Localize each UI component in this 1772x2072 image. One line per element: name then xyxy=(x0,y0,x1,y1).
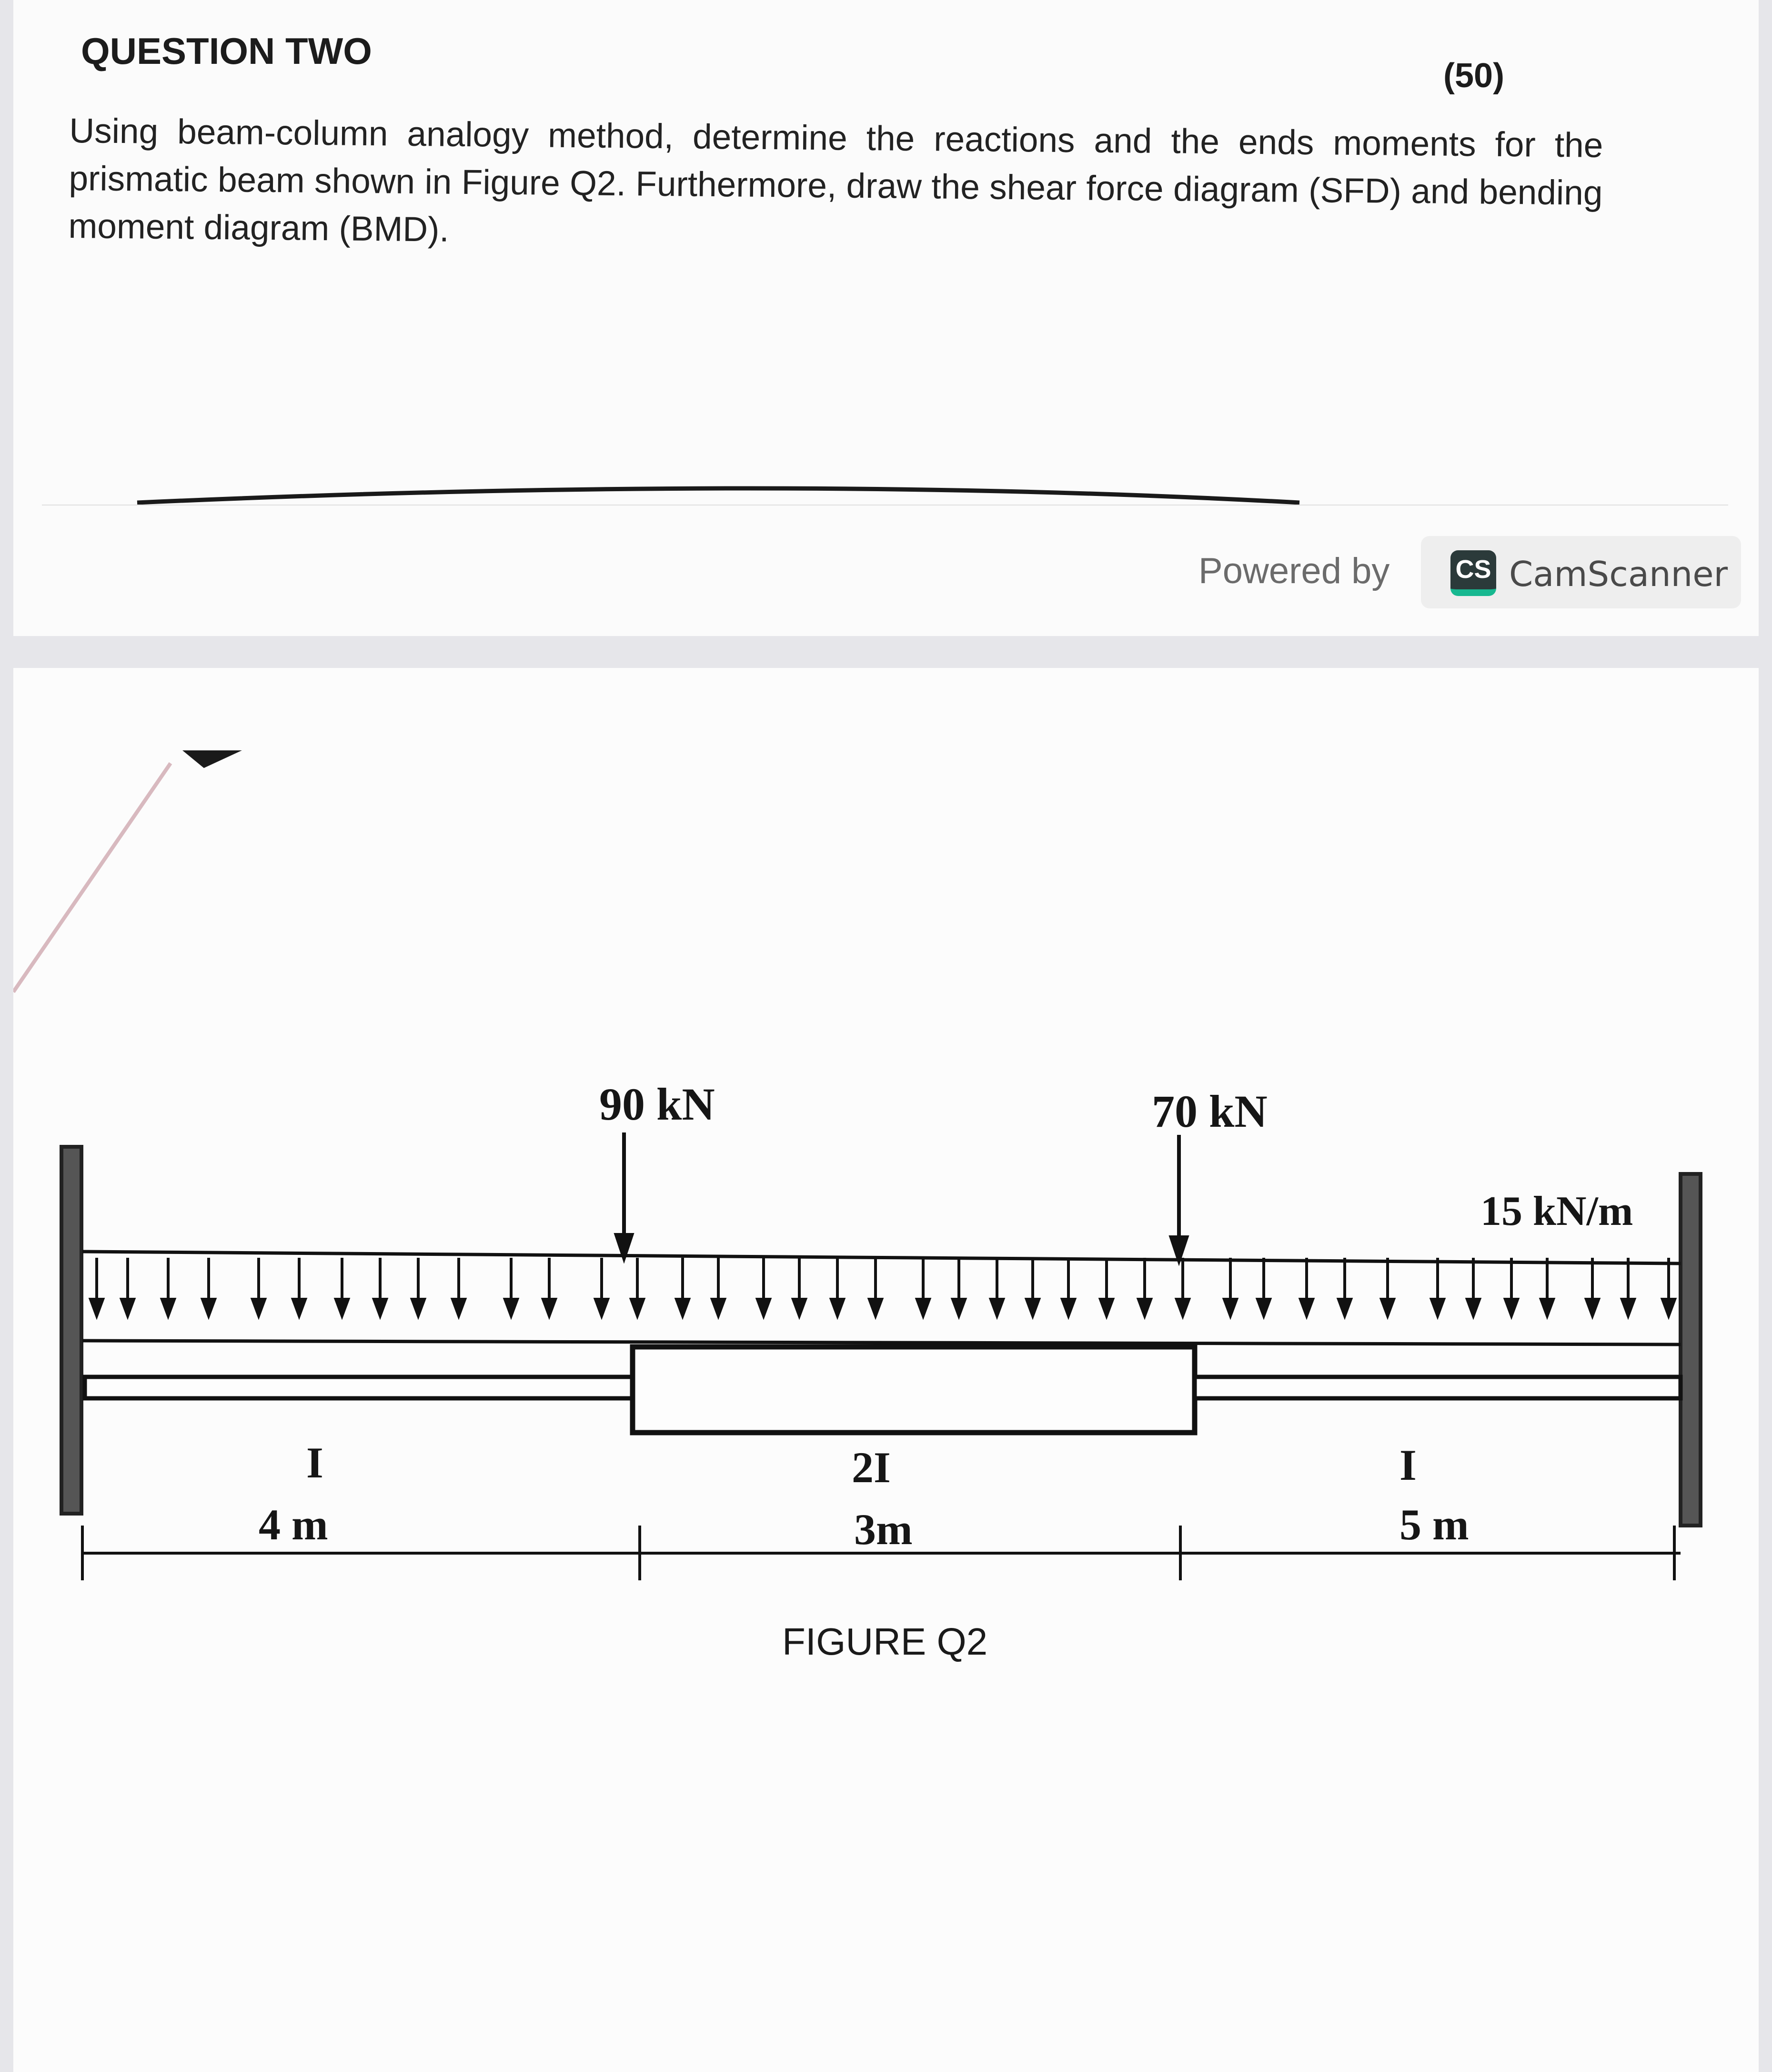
udl-arrow xyxy=(991,1258,1003,1316)
udl-arrow xyxy=(712,1258,725,1316)
udl-arrow xyxy=(869,1258,882,1316)
camscanner-logo-icon: CS xyxy=(1450,550,1496,596)
scan-edge-line xyxy=(13,429,1759,524)
point-load-90kn-label: 90 kN xyxy=(599,1079,715,1130)
udl-arrow xyxy=(1062,1258,1075,1316)
left-fixed-support xyxy=(61,1147,81,1514)
figure-caption: FIGURE Q2 xyxy=(782,1620,988,1663)
right-fixed-support xyxy=(1681,1174,1701,1526)
segment-left-stiffness: I xyxy=(306,1438,323,1487)
question-body: Using beam-column analogy method, determine the reactions and the ends moments for the prismatic beam shown in Figure Q2. Furthermore, draw the shear force diagram (SFD) and bending moment diagram (BMD). xyxy=(68,111,1603,249)
udl-arrow xyxy=(1300,1258,1313,1316)
udl-arrows xyxy=(91,1258,1675,1316)
question-marks: (50) xyxy=(1443,57,1505,95)
udl-arrow xyxy=(1381,1258,1394,1316)
udl-arrow xyxy=(676,1258,689,1316)
udl-arrow xyxy=(1505,1258,1518,1316)
udl-arrow xyxy=(757,1258,770,1316)
udl-arrow xyxy=(252,1258,265,1316)
segment-middle-length: 3m xyxy=(854,1505,913,1554)
udl-arrow xyxy=(917,1258,929,1316)
camscanner-brand: CamScanner xyxy=(1509,554,1728,594)
udl-arrow xyxy=(543,1258,555,1316)
udl-arrow xyxy=(793,1258,805,1316)
segment-middle-stiffness: 2I xyxy=(852,1443,891,1492)
beam-segment-left xyxy=(85,1377,633,1398)
powered-by-text: Powered by xyxy=(1198,551,1390,591)
udl-arrow xyxy=(1177,1258,1189,1316)
scanned-page-figure xyxy=(13,668,1759,2072)
udl-arrow xyxy=(162,1258,174,1316)
udl-arrow xyxy=(374,1258,386,1316)
segment-right-length: 5 m xyxy=(1399,1500,1469,1549)
udl-top-line xyxy=(82,1252,1681,1263)
beam-segment-right xyxy=(1195,1377,1681,1398)
udl-arrow xyxy=(336,1258,348,1316)
udl-arrow xyxy=(1027,1258,1039,1316)
point-load-70kn-label: 70 kN xyxy=(1152,1086,1268,1137)
udl-arrow xyxy=(1622,1258,1634,1316)
udl-bottom-line xyxy=(82,1341,1681,1344)
point-load-70kn-arrow xyxy=(1171,1135,1187,1260)
udl-label: 15 kN/m xyxy=(1480,1188,1633,1234)
udl-arrow xyxy=(412,1258,424,1316)
question-title: QUESTION TWO xyxy=(81,30,372,72)
scan-edge-artifact xyxy=(13,763,171,992)
scan-corner-artifact xyxy=(182,750,242,768)
scanned-page-question xyxy=(13,0,1759,636)
udl-arrow xyxy=(1541,1258,1553,1316)
udl-arrow xyxy=(1258,1258,1270,1316)
beam-segment-middle xyxy=(633,1347,1195,1433)
udl-arrow xyxy=(453,1258,465,1316)
udl-arrow xyxy=(202,1258,215,1316)
segment-right-stiffness: I xyxy=(1399,1441,1417,1489)
point-load-90kn-arrow xyxy=(616,1132,632,1258)
udl-arrow xyxy=(293,1258,305,1316)
beam-figure xyxy=(13,668,1759,2072)
udl-arrow xyxy=(1431,1258,1444,1316)
udl-arrow xyxy=(1467,1258,1480,1316)
udl-arrow xyxy=(595,1258,608,1316)
udl-arrow xyxy=(505,1258,517,1316)
udl-arrow xyxy=(91,1258,103,1316)
udl-arrow xyxy=(1224,1258,1237,1316)
udl-arrow xyxy=(631,1258,644,1316)
udl-arrow xyxy=(1339,1258,1351,1316)
udl-arrow xyxy=(831,1258,844,1316)
udl-arrow xyxy=(1100,1258,1113,1316)
udl-arrow xyxy=(1138,1258,1151,1316)
camscanner-badge xyxy=(1421,536,1741,608)
udl-arrow xyxy=(1662,1258,1675,1316)
udl-arrow xyxy=(953,1258,965,1316)
udl-arrow xyxy=(1586,1258,1599,1316)
segment-left-length: 4 m xyxy=(259,1500,328,1549)
udl-arrow xyxy=(121,1258,134,1316)
